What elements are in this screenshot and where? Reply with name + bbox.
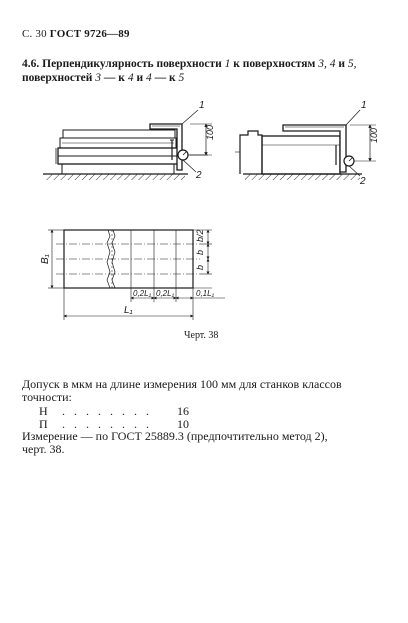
right-drawing xyxy=(235,110,376,180)
tolerance-value-P: 10 xyxy=(177,417,189,431)
label-1-left: 1 xyxy=(199,100,205,111)
tolerance-intro-line2: точности: xyxy=(22,390,72,404)
dim-01L1: 0,1L₁ xyxy=(196,289,215,298)
label-1-right: 1 xyxy=(361,100,367,111)
dim-02L1-a: 0,2L₁ xyxy=(133,289,152,298)
standard-code: ГОСТ 9726—89 xyxy=(49,28,130,40)
dim-100-left: 100 xyxy=(205,124,215,140)
figure-caption: Черт. 38 xyxy=(184,330,219,341)
tolerance-dots-H: . . . . . . . . xyxy=(62,404,152,418)
tolerance-class-H: Н xyxy=(39,404,48,418)
section-title-line1: 4.6. Перпендикулярность поверхности 1 к поверхностям 3, 4 и 5, xyxy=(22,58,357,70)
dim-L1: L₁ xyxy=(124,305,133,316)
dim-B1: B₁ xyxy=(40,254,51,264)
tolerance-dots-P: . . . . . . . . xyxy=(62,417,152,431)
section-number: 4.6. xyxy=(22,58,40,70)
dim-b-1: b xyxy=(195,249,205,255)
measurement-line2: черт. 38. xyxy=(22,442,65,456)
left-drawing xyxy=(43,110,212,180)
measurement-line1: Измерение — по ГОСТ 25889.3 (предпочтительно метод 2), xyxy=(22,429,328,443)
label-2-right: 2 xyxy=(360,176,366,187)
page-number: С. 30 xyxy=(22,28,47,40)
tolerance-intro-line1: Допуск в мкм на длине измерения 100 мм для станков классов xyxy=(22,377,342,391)
dim-b-2: b xyxy=(195,264,205,270)
left-floor-hatch xyxy=(45,174,185,180)
dim-b2-top: b/2 xyxy=(195,229,205,242)
tolerance-class-P: П xyxy=(39,417,48,431)
tolerance-value-H: 16 xyxy=(177,404,189,418)
section-title-line2: поверхностей 3 — к 4 и 4 — к 5 xyxy=(22,72,185,84)
label-2-left: 2 xyxy=(196,170,202,181)
dim-02L1-b: 0,2L₁ xyxy=(156,289,175,298)
dim-100-right: 100 xyxy=(369,127,379,143)
plan-drawing xyxy=(48,230,225,320)
right-floor-hatch xyxy=(245,174,360,180)
